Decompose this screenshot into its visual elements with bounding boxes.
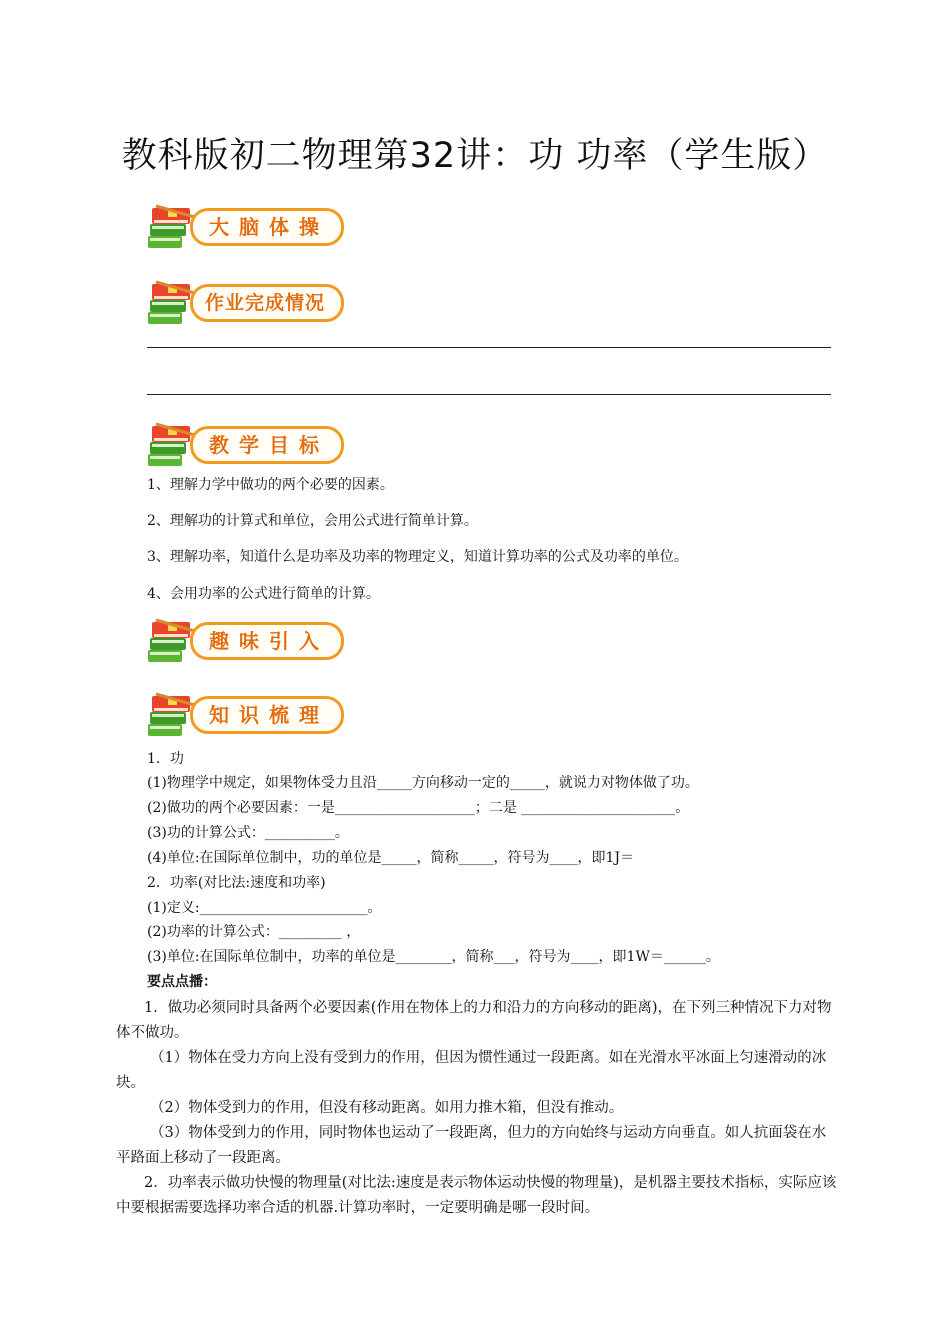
fill-line: (2)功率的计算公式：_________ ， — [147, 924, 361, 940]
banner-label: 知识梳理 — [209, 703, 329, 727]
paragraph: （2）物体受到力的作用，但没有移动距离。如用力推木箱，但没有推动。 — [150, 1100, 624, 1116]
banner-label: 教学目标 — [209, 433, 329, 457]
paragraph: （1）物体在受力方向上没有受到力的作用，但因为惯性通过一段距离。如在光滑水平冰面上匀速滑动的冰块。 — [116, 1050, 827, 1091]
banner-goals — [146, 420, 342, 470]
fill-line: (1)定义:________________________。 — [147, 900, 382, 916]
fill-line: (4)单位:在国际单位制中，功的单位是_____，简称_____，符号为____，即1J＝ — [147, 850, 635, 866]
answer-line — [147, 394, 831, 395]
banner-label: 大脑体操 — [209, 215, 329, 239]
goal-item: 4、会用功率的公式进行简单的计算。 — [147, 586, 380, 602]
fill-line: (3)功的计算公式：__________。 — [147, 825, 349, 841]
banner-homework — [146, 278, 342, 328]
paragraph: （3）物体受到力的作用，同时物体也运动了一段距离，但力的方向始终与运动方向垂直。如人抗面袋在水平路面上移动了一段距离。 — [116, 1125, 827, 1166]
fill-line: (1)物理学中规定，如果物体受力且沿_____方向移动一定的_____，就说力对物体做了功。 — [147, 775, 699, 791]
paragraph: 1．做功必须同时具备两个必要因素(作用在物体上的力和沿力的方向移动的距离)，在下列三种情况下力对物体不做功。 — [116, 1000, 832, 1041]
banner-label: 趣味引入 — [209, 629, 329, 653]
section-heading-work: 1．功 — [147, 751, 184, 767]
fill-line: (2)做功的两个必要因素：一是____________________；二是 ______________________。 — [147, 800, 690, 816]
key-points-title: 要点点播： — [147, 974, 217, 990]
banner-pill — [190, 696, 344, 734]
banner-pill — [190, 426, 344, 464]
section-heading-power: 2．功率(对比法:速度和功率) — [147, 875, 326, 891]
banner-pill — [190, 208, 344, 246]
banner-pill — [190, 622, 344, 660]
paragraph: 2．功率表示做功快慢的物理量(对比法:速度是表示物体运动快慢的物理量)，是机器主要技术指标，实际应该中要根据需要选择功率合适的机器.计算功率时，一定要明确是哪一段时间。 — [116, 1175, 837, 1216]
goal-item: 2、理解功的计算式和单位，会用公式进行简单计算。 — [147, 513, 478, 529]
page-title: 教科版初二物理第32讲：功 功率（学生版） — [121, 136, 829, 176]
banner-pill — [190, 284, 344, 322]
answer-line — [147, 347, 831, 348]
banner-label: 作业完成情况 — [205, 292, 326, 314]
banner-intro — [146, 616, 342, 666]
banner-knowledge — [146, 690, 342, 740]
fill-line: (3)单位:在国际单位制中，功率的单位是________，简称___，符号为____，即1W＝______。 — [147, 949, 720, 965]
goal-item: 3、理解功率，知道什么是功率及功率的物理定义，知道计算功率的公式及功率的单位。 — [147, 549, 688, 565]
banner-brain — [146, 202, 342, 252]
goal-item: 1、理解力学中做功的两个必要的因素。 — [147, 477, 394, 493]
